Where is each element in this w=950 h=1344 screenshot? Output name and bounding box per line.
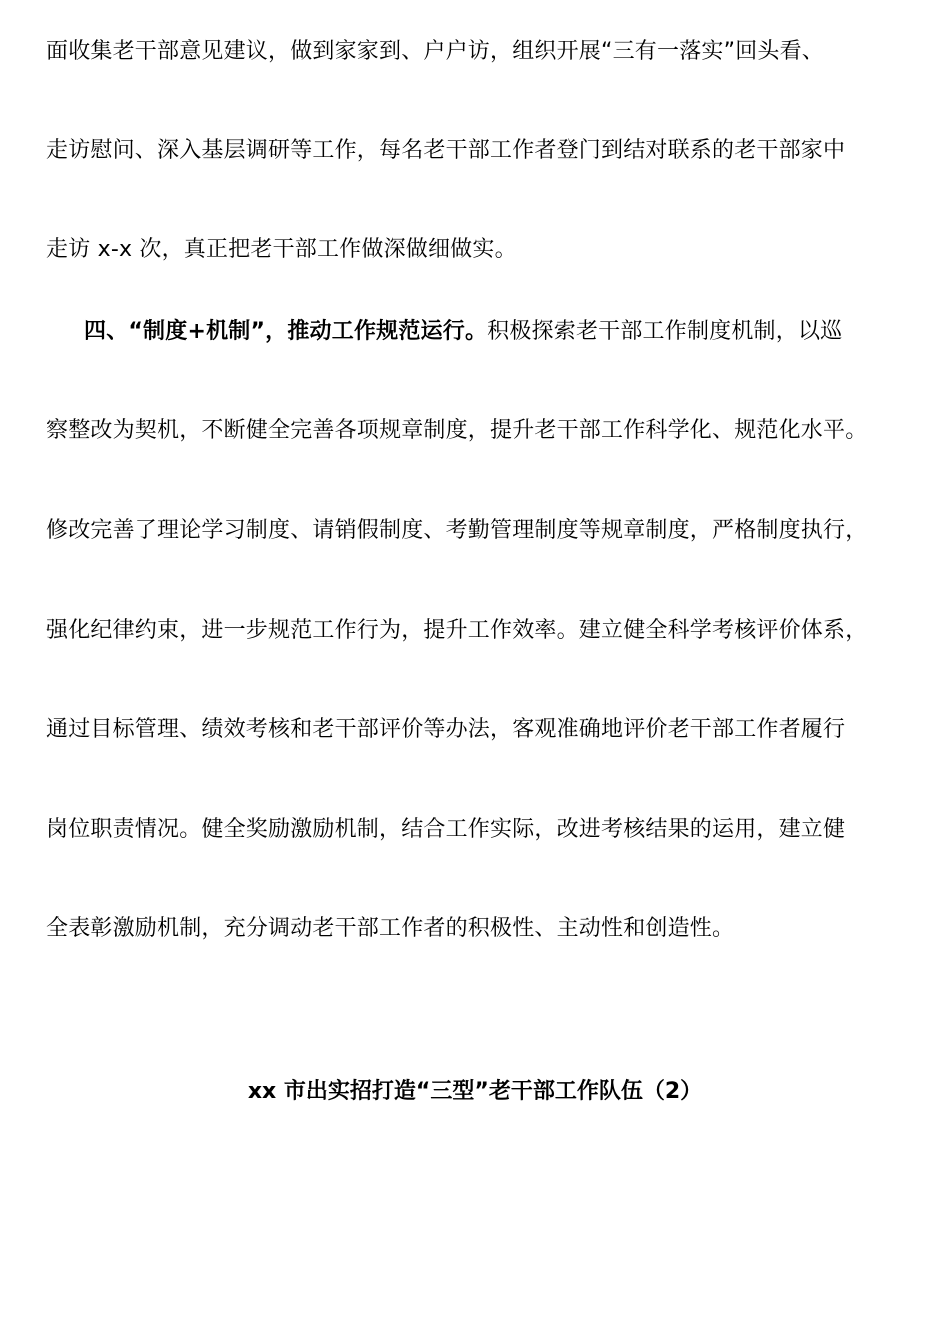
paragraph-line: 察整改为契机，不断健全完善各项规章制度，提升老干部工作科学化、规范化水平。 xyxy=(46,418,868,443)
paragraph-line: 修改完善了理论学习制度、请销假制度、考勤管理制度等规章制度，严格制度执行， xyxy=(46,518,868,543)
paragraph-text: 积极探索老干部工作制度机制，以巡 xyxy=(487,319,843,344)
section-title: xx 市出实招打造“三型”老干部工作队伍（2） xyxy=(247,1079,703,1104)
paragraph-line: 强化纪律约束，进一步规范工作行为，提升工作效率。建立健全科学考核评价体系， xyxy=(46,618,868,643)
paragraph-first-line xyxy=(84,317,842,347)
paragraph-line: 岗位职责情况。健全奖励激励机制，结合工作实际，改进考核结果的运用，建立健 xyxy=(46,817,846,842)
paragraph-line: 全表彰激励机制，充分调动老干部工作者的积极性、主动性和创造性。 xyxy=(46,916,735,941)
paragraph-line: 走访慰问、深入基层调研等工作，每名老干部工作者登门到结对联系的老干部家中 xyxy=(46,138,846,163)
paragraph-line: 通过目标管理、绩效考核和老干部评价等办法，客观准确地评价老干部工作者履行 xyxy=(46,717,846,742)
paragraph-line: 走访 x-x 次，真正把老干部工作做深做细做实。 xyxy=(46,237,517,262)
paragraph-heading: 四、“制度+机制”，推动工作规范运行。 xyxy=(84,319,488,344)
paragraph-line: 面收集老干部意见建议，做到家家到、户户访，组织开展“三有一落实”回头看、 xyxy=(46,39,824,64)
